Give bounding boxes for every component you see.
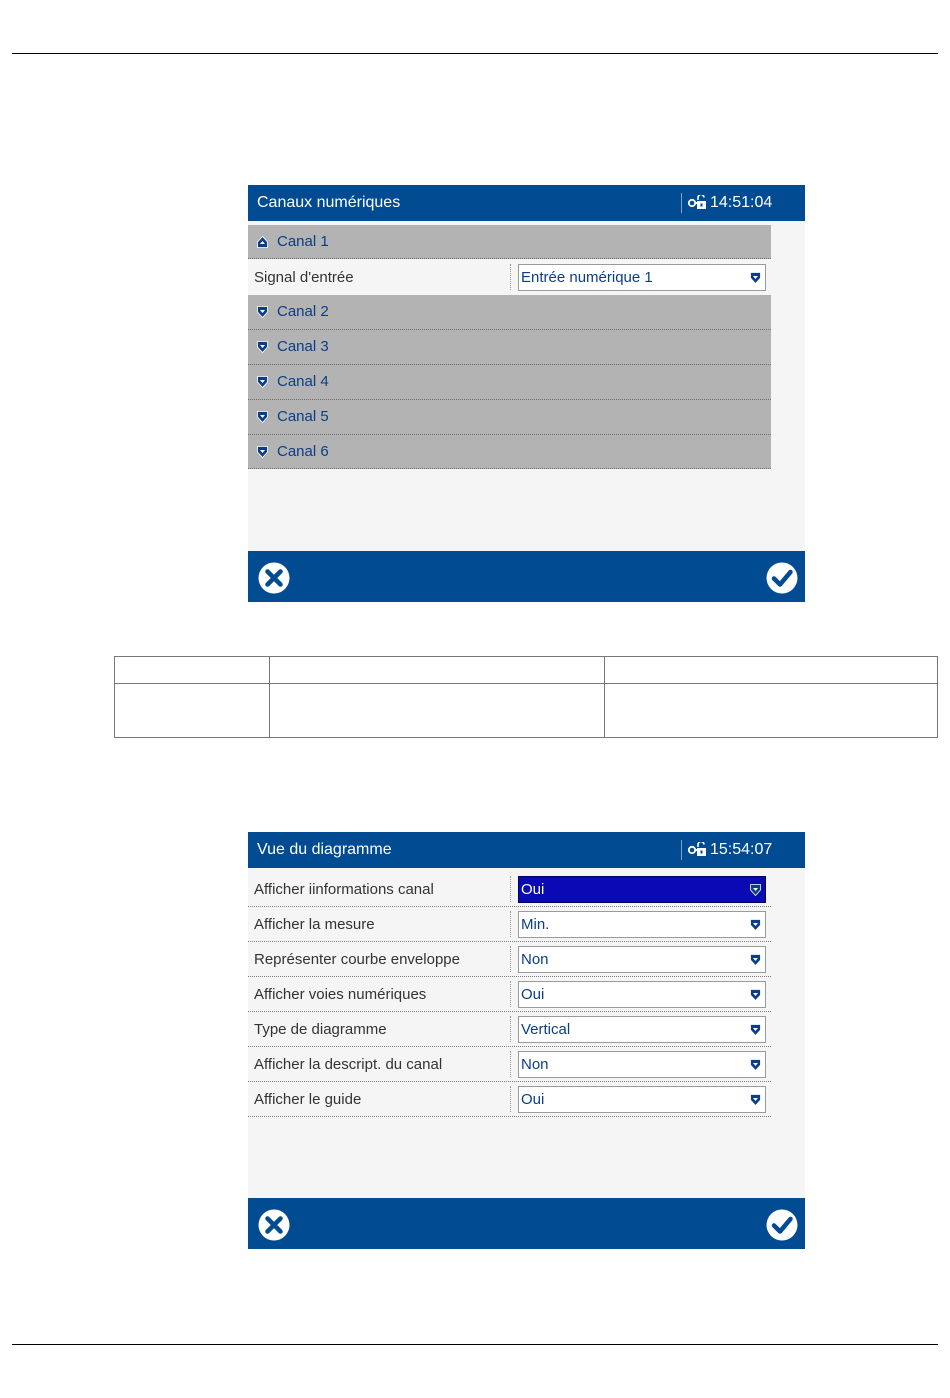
group-canal-2[interactable] bbox=[248, 295, 771, 330]
column-separator bbox=[510, 1016, 511, 1042]
title-separator bbox=[681, 840, 682, 860]
column-separator bbox=[510, 981, 511, 1007]
collapse-arrow-icon bbox=[257, 236, 268, 248]
select-value: Oui bbox=[521, 881, 545, 898]
table-cell bbox=[605, 657, 938, 684]
clock-time: 14:51:04 bbox=[710, 194, 773, 211]
group-canal-3[interactable] bbox=[248, 330, 771, 365]
table-cell bbox=[605, 684, 938, 738]
select-value: Vertical bbox=[521, 1021, 571, 1038]
group-label: Canal 4 bbox=[277, 373, 329, 390]
title-bar bbox=[248, 832, 805, 868]
select-value: Entrée numérique 1 bbox=[521, 269, 653, 286]
setting-row-input-signal bbox=[248, 260, 771, 295]
expand-arrow-icon bbox=[257, 411, 268, 423]
header-rule bbox=[12, 53, 938, 54]
screen-title: Canaux numériques bbox=[257, 194, 401, 211]
empty-table bbox=[114, 656, 938, 738]
checkmark-icon[interactable] bbox=[765, 561, 799, 595]
table-cell bbox=[115, 657, 270, 684]
unlocked-padlock-icon bbox=[687, 842, 707, 858]
table-cell bbox=[270, 684, 605, 738]
dropdown-arrow-icon bbox=[750, 1094, 761, 1106]
setting-label: Signal d'entrée bbox=[254, 269, 354, 286]
measurement-select[interactable] bbox=[518, 911, 766, 938]
column-separator bbox=[510, 946, 511, 972]
setting-label: Type de diagramme bbox=[254, 1021, 387, 1038]
column-separator bbox=[510, 264, 511, 290]
dropdown-arrow-icon bbox=[750, 884, 761, 896]
select-value: Non bbox=[521, 951, 549, 968]
dropdown-arrow-icon bbox=[750, 1024, 761, 1036]
screen-diagram-view bbox=[248, 832, 805, 1249]
expand-arrow-icon bbox=[257, 376, 268, 388]
footer-bar bbox=[248, 1198, 805, 1249]
group-canal-6[interactable] bbox=[248, 435, 771, 469]
clock-time: 15:54:07 bbox=[710, 841, 773, 858]
setting-row bbox=[248, 907, 771, 942]
screen-digital-channels bbox=[248, 185, 805, 602]
title-bar bbox=[248, 185, 805, 221]
unlocked-padlock-icon bbox=[687, 195, 707, 211]
select-value: Oui bbox=[521, 1091, 545, 1108]
title-separator bbox=[681, 193, 682, 213]
setting-label: Afficher iinformations canal bbox=[254, 881, 434, 898]
group-label: Canal 6 bbox=[277, 443, 329, 460]
channel-description-select[interactable] bbox=[518, 1051, 766, 1078]
setting-row bbox=[248, 872, 771, 907]
select-value: Min. bbox=[521, 916, 550, 933]
dropdown-arrow-icon bbox=[750, 954, 761, 966]
checkmark-icon[interactable] bbox=[765, 1208, 799, 1242]
screen-title: Vue du diagramme bbox=[257, 841, 392, 858]
guide-select[interactable] bbox=[518, 1086, 766, 1113]
group-label: Canal 5 bbox=[277, 408, 329, 425]
group-label: Canal 1 bbox=[277, 233, 329, 250]
select-value: Non bbox=[521, 1056, 549, 1073]
table-cell bbox=[270, 657, 605, 684]
group-canal-5[interactable] bbox=[248, 400, 771, 435]
expand-arrow-icon bbox=[257, 341, 268, 353]
digital-tracks-select[interactable] bbox=[518, 981, 766, 1008]
column-separator bbox=[510, 1086, 511, 1112]
group-canal-4[interactable] bbox=[248, 365, 771, 400]
column-separator bbox=[510, 911, 511, 937]
setting-row bbox=[248, 1047, 771, 1082]
setting-label: Afficher la descript. du canal bbox=[254, 1056, 443, 1073]
channel-info-select[interactable] bbox=[518, 876, 766, 903]
group-canal-1[interactable] bbox=[248, 225, 771, 259]
setting-label: Représenter courbe enveloppe bbox=[254, 951, 460, 968]
setting-label: Afficher voies numériques bbox=[254, 986, 427, 1003]
footer-rule bbox=[12, 1344, 938, 1345]
group-label: Canal 2 bbox=[277, 303, 329, 320]
envelope-curve-select[interactable] bbox=[518, 946, 766, 973]
column-separator bbox=[510, 876, 511, 902]
cancel-x-icon[interactable] bbox=[257, 1208, 291, 1242]
select-value: Oui bbox=[521, 986, 545, 1003]
dropdown-arrow-icon bbox=[750, 272, 761, 284]
input-signal-select[interactable] bbox=[518, 264, 766, 291]
setting-row bbox=[248, 977, 771, 1012]
dropdown-arrow-icon bbox=[750, 989, 761, 1001]
setting-label: Afficher le guide bbox=[254, 1091, 362, 1108]
group-label: Canal 3 bbox=[277, 338, 329, 355]
cancel-x-icon[interactable] bbox=[257, 561, 291, 595]
setting-label: Afficher la mesure bbox=[254, 916, 375, 933]
setting-row bbox=[248, 942, 771, 977]
footer-bar bbox=[248, 551, 805, 602]
expand-arrow-icon bbox=[257, 306, 268, 318]
dropdown-arrow-icon bbox=[750, 919, 761, 931]
column-separator bbox=[510, 1051, 511, 1077]
table-cell bbox=[115, 684, 270, 738]
expand-arrow-icon bbox=[257, 446, 268, 458]
dropdown-arrow-icon bbox=[750, 1059, 761, 1071]
diagram-type-select[interactable] bbox=[518, 1016, 766, 1043]
setting-row bbox=[248, 1012, 771, 1047]
setting-row bbox=[248, 1082, 771, 1117]
